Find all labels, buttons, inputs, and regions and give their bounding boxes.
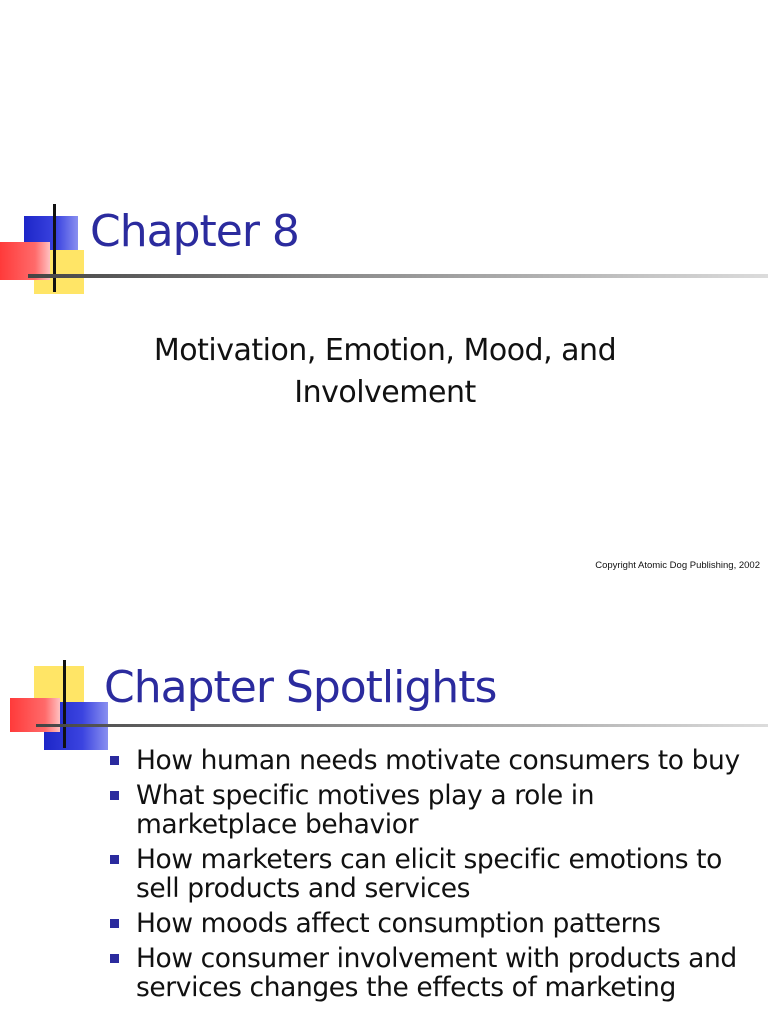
square-bullet-icon (110, 791, 119, 800)
list-item (108, 845, 758, 903)
list-item (108, 909, 758, 938)
list-item (108, 944, 758, 1002)
title-underline (28, 274, 768, 278)
square-bullet-icon (110, 919, 119, 928)
list-item-text: What specific motives play a role in marketplace behavior (136, 780, 595, 840)
slide-logo-decoration (0, 204, 100, 294)
copyright-notice: Copyright Atomic Dog Publishing, 2002 (595, 560, 760, 571)
logo-vertical-line (53, 204, 56, 292)
logo-vertical-line (63, 660, 66, 748)
square-bullet-icon (110, 954, 119, 963)
list-item-text: How consumer involvement with products and services changes the effects of marketing (136, 943, 737, 1003)
list-item-text: How human needs motivate consumers to buy (136, 745, 740, 776)
chapter-title: Chapter 8 (90, 206, 299, 257)
square-bullet-icon (110, 855, 119, 864)
chapter-subtitle: Motivation, Emotion, Mood, and Involvement (153, 333, 617, 410)
spotlights-title: Chapter Spotlights (104, 662, 497, 713)
list-item (108, 746, 758, 775)
list-item-text: How moods affect consumption patterns (136, 908, 661, 939)
slide-logo-decoration (8, 658, 108, 748)
spotlights-bullet-list (108, 746, 758, 1008)
slide-chapter-spotlights (0, 612, 768, 1024)
list-item-text: How marketers can elicit specific emotions to sell products and services (136, 844, 722, 904)
title-underline (36, 724, 768, 727)
list-item (108, 781, 758, 839)
square-bullet-icon (110, 756, 119, 765)
